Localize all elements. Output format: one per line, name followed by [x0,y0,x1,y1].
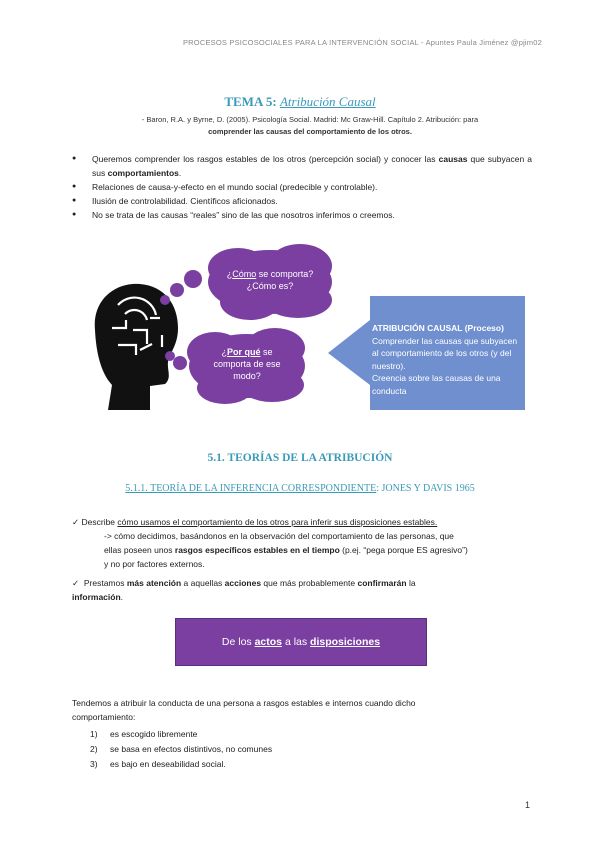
title-link[interactable]: Atribución Causal [279,94,376,109]
subsection-link[interactable]: 5.1.1. TEORÍA DE LA INFERENCIA CORRESPONDIENTE [125,483,377,494]
page-number: 1 [524,800,530,810]
bubble-how-text: ¿Cómo se comporta? ¿Cómo es? [226,269,314,291]
subsection-heading: 5.1.1. TEORÍA DE LA INFERENCIA CORRESPONDIENTE: JONES Y DAVIS 1965 [125,483,475,494]
arrow-explanation: -> cómo decidimos, basándonos en la observación del comportamiento de las personas, que ellas poseen unos rasgos específicos estables en el tiempo (p.ej. “pega porque ES agresivo”) y no por factores externos. [104,531,468,569]
list-item: 3) es bajo en deseabilidad social. [90,759,226,769]
attribution-title: ATRIBUCIÓN CAUSAL (Proceso) [372,323,504,333]
conditions-list [90,727,272,772]
check-describe: ✓ Describe cómo usamos el comportamiento de los otros para inferir sus disposiciones estables. [72,517,438,527]
running-header: PROCESOS PSICOSOCIALES PARA LA INTERVENCIÓN SOCIAL - Apuntes Paula Jiménez @pjim02 [182,38,542,47]
check-attention: ✓ Prestamos más atención a aquellas acciones que más probablemente confirmarán la información. [72,578,416,602]
list-item: ● Queremos comprender los rasgos estables de los otros (percepción social) y conocer las causas que subyacen a sus comportamientos. [72,152,532,180]
list-item: 1) es escogido libremente [90,729,198,739]
section-heading: 5.1. TEORÍAS DE LA ATRIBUCIÓN [207,452,393,464]
list-item: ● Ilusión de controlabilidad. Científicos aficionados. [72,194,532,208]
reference-line-2: comprender las causas del comportamiento de los otros. [208,127,412,136]
attribution-definition: ATRIBUCIÓN CAUSAL (Proceso) Comprender las causas que subyacen al comportamiento de los otros (y del nuestro). Creencia sobre las causas de una conducta [372,323,518,396]
list-item: ● Relaciones de causa-y-efecto en el mundo social (predecible y controlable). [72,180,532,194]
reference-line-1: - Baron, R.A. y Byrne, D. (2005). Psicología Social. Madrid: Mc Graw-Hill. Capítulo 2. Atribución: para [141,115,479,124]
list-item: ● No se trata de las causas “reales” sino de las que nosotros inferimos o creemos. [72,208,532,222]
list-item: 2) se basa en efectos distintivos, no comunes [90,744,273,754]
attribution-paragraph: Tendemos a atribuir la conducta de una persona a rasgos estables e internos cuando dicho comportamiento: [72,698,416,722]
title-prefix: TEMA 5: [224,94,280,109]
bubble-why-text: ¿Por qué se comporta de ese modo? [213,347,281,381]
acts-to-dispositions-box: De los actos a las disposiciones [175,618,427,666]
